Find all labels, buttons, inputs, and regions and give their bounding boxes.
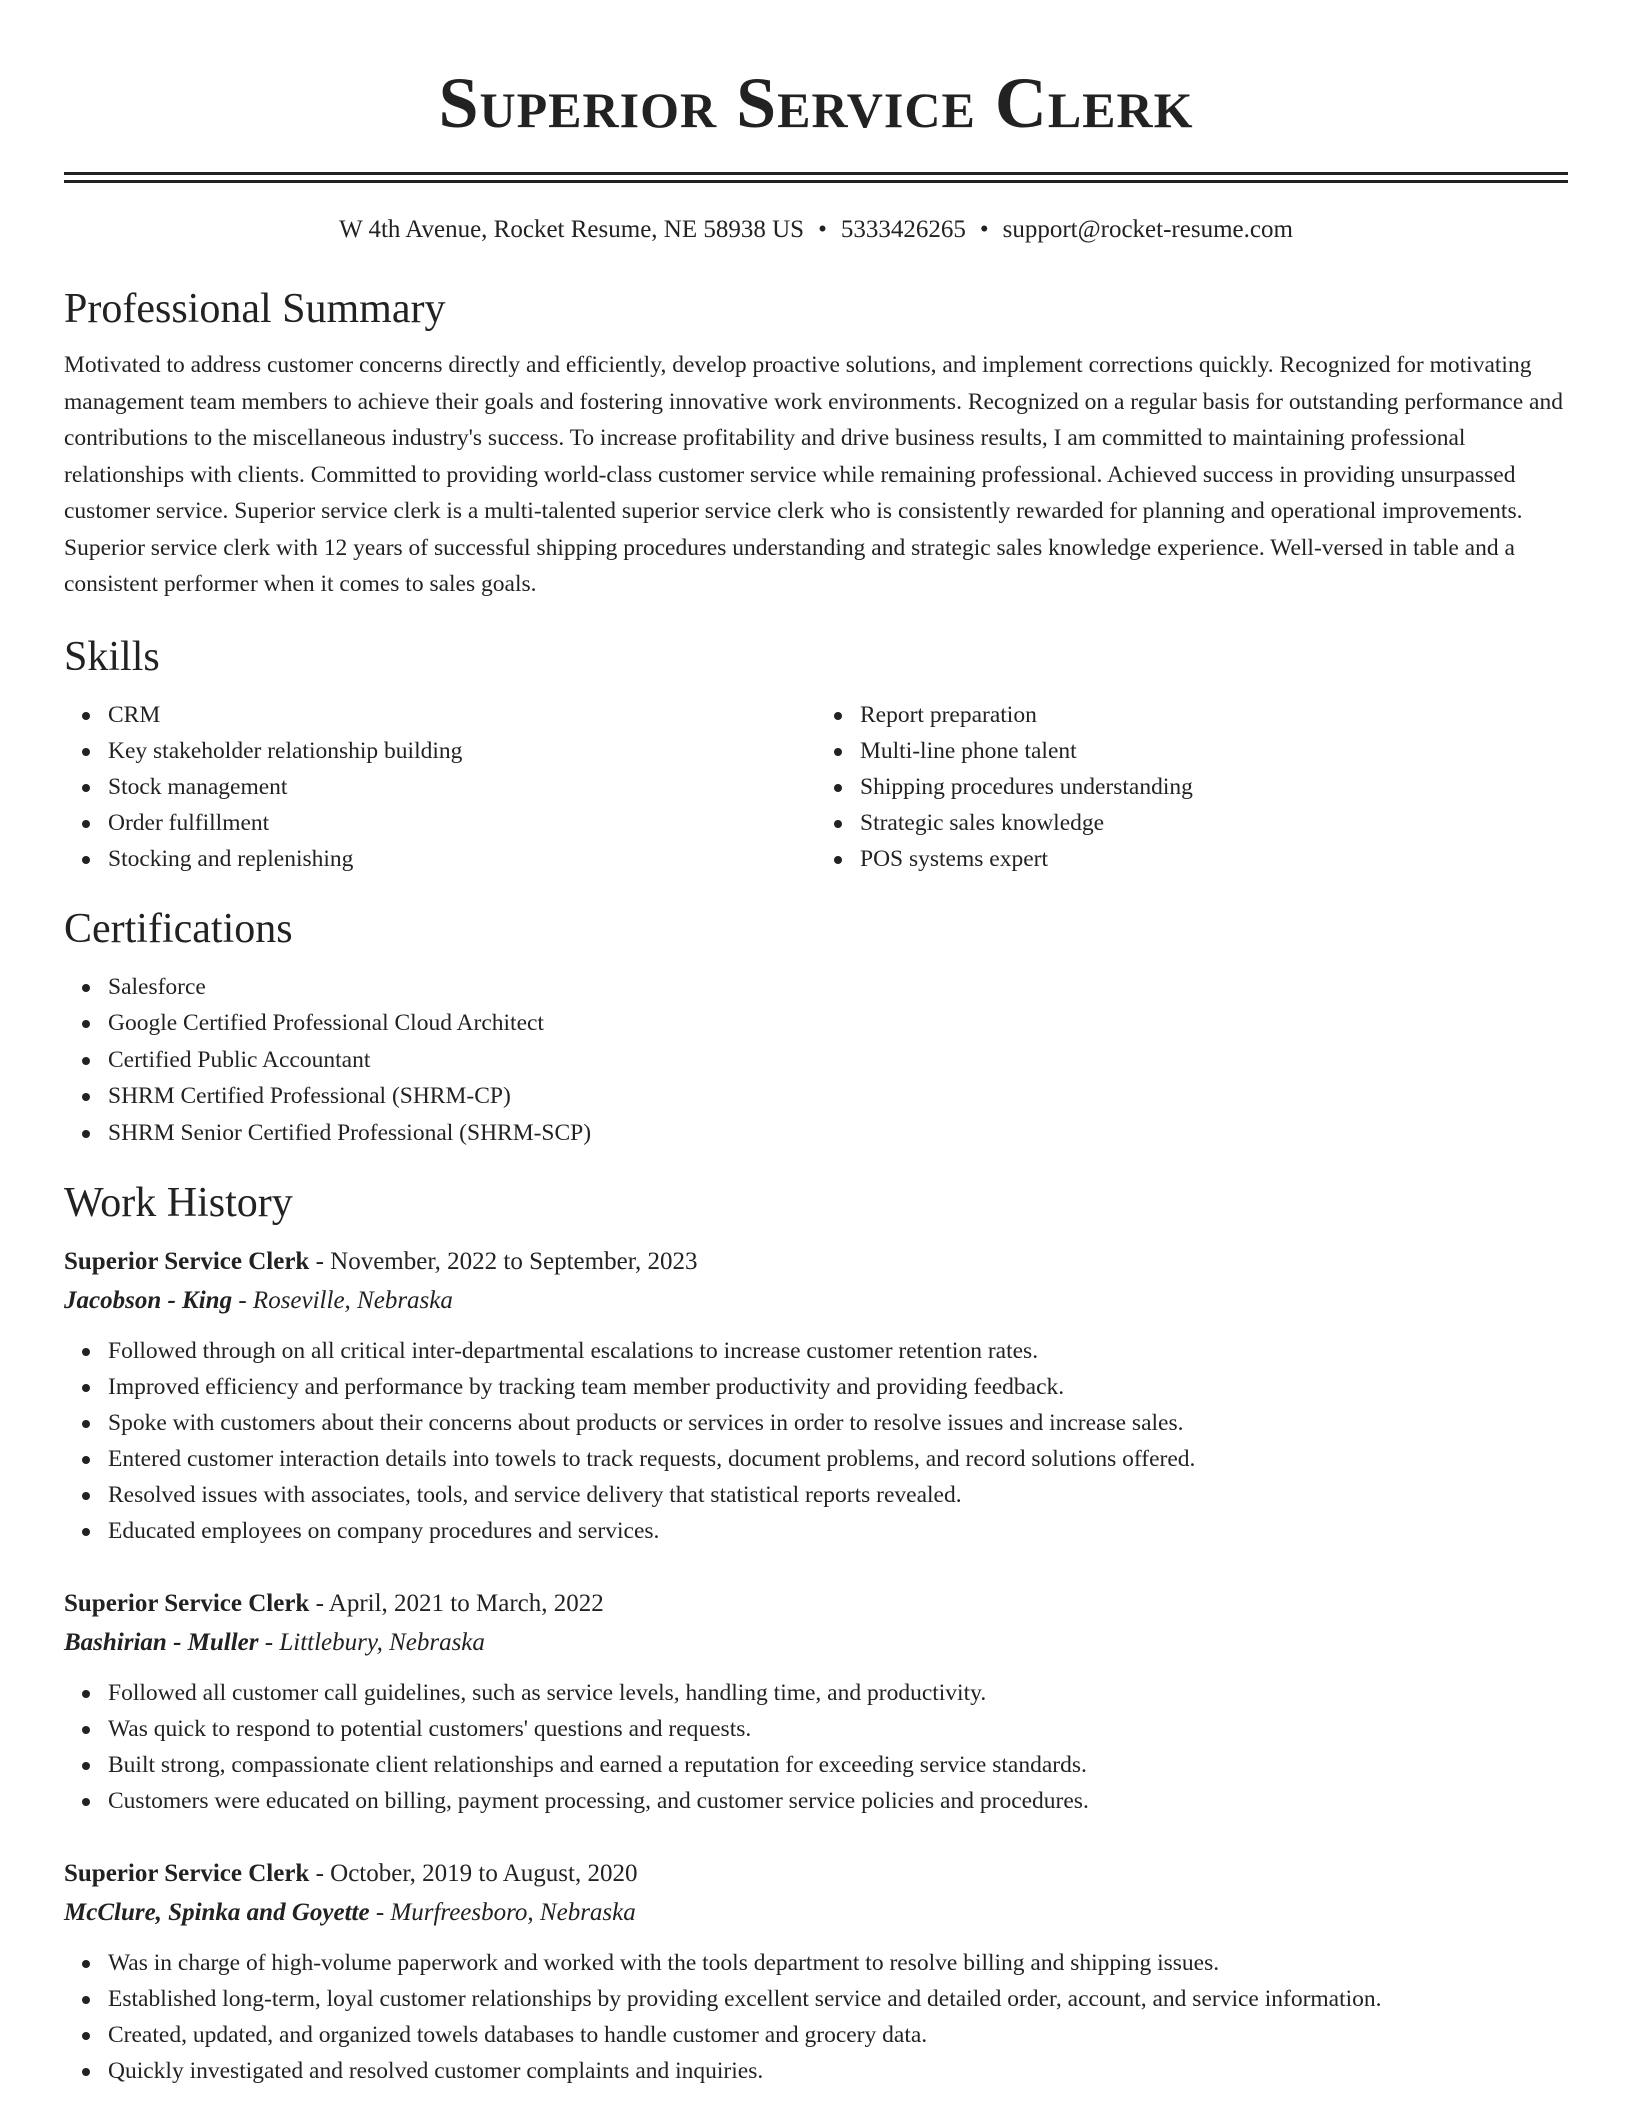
contact-address: W 4th Avenue, Rocket Resume, NE 58938 US <box>339 216 805 243</box>
job-title: Superior Service Clerk <box>64 1248 310 1275</box>
job-bullet: Built strong, compassionate client relationships and earned a reputation for exceeding service standards. <box>108 1747 1568 1783</box>
certification-item: SHRM Certified Professional (SHRM-CP) <box>108 1078 1568 1115</box>
skill-item: Shipping procedures understanding <box>860 769 1568 805</box>
job-company: McClure, Spinka and Goyette <box>64 1899 370 1926</box>
certification-item: SHRM Senior Certified Professional (SHRM-SCP) <box>108 1115 1568 1152</box>
certifications-list <box>64 969 1568 1152</box>
resume-name: Superior Service Clerk <box>438 63 1194 143</box>
job-bullet: Was in charge of high-volume paperwork and worked with the tools department to resolve billing and shipping issues. <box>108 1945 1568 1981</box>
job-bullet: Created, updated, and organized towels databases to handle customer and grocery data. <box>108 2017 1568 2053</box>
job-bullet: Entered customer interaction details into towels to track requests, document problems, and record solutions offered. <box>108 1441 1568 1477</box>
job-title: Superior Service Clerk <box>64 1860 310 1887</box>
job-bullet: Followed through on all critical inter-departmental escalations to increase customer retention rates. <box>108 1333 1568 1369</box>
skill-item: Multi-line phone talent <box>860 733 1568 769</box>
job-bullet: Was quick to respond to potential customers' questions and requests. <box>108 1711 1568 1747</box>
header-divider <box>64 172 1568 183</box>
skill-item: Stock management <box>108 769 816 805</box>
job-dates: - April, 2021 to March, 2022 <box>309 1590 604 1617</box>
skill-item: Order fulfillment <box>108 805 816 841</box>
job-bullets <box>64 1675 1568 1819</box>
skill-item: Key stakeholder relationship building <box>108 733 816 769</box>
summary-heading: Professional Summary <box>64 286 446 332</box>
job-dates: - October, 2019 to August, 2020 <box>309 1860 638 1887</box>
contact-email: support@rocket-resume.com <box>1002 216 1293 243</box>
job-bullet: Quickly investigated and resolved customer complaints and inquiries. <box>108 2053 1568 2089</box>
job-bullet: Resolved issues with associates, tools, and service delivery that statistical reports revealed. <box>108 1477 1568 1513</box>
job-location: - Roseville, Nebraska <box>232 1287 453 1314</box>
job-bullet: Educated employees on company procedures and services. <box>108 1513 1568 1549</box>
work-history-heading: Work History <box>64 1180 293 1226</box>
job-bullets <box>64 1333 1568 1549</box>
contact-phone: 5333426265 <box>840 216 966 243</box>
contact-line <box>64 213 1568 247</box>
job-bullet: Established long-term, loyal customer relationships by providing excellent service and detailed order, account, and service information. <box>108 1981 1568 2017</box>
certification-item: Salesforce <box>108 969 1568 1006</box>
job-location: - Littlebury, Nebraska <box>258 1629 485 1656</box>
certification-item: Google Certified Professional Cloud Architect <box>108 1005 1568 1042</box>
skills-right-column <box>816 697 1568 877</box>
job-company-line <box>64 1893 1568 1933</box>
job-company-line <box>64 1623 1568 1663</box>
resume-page <box>64 0 1568 2089</box>
job-bullet: Followed all customer call guidelines, such as service levels, handling time, and productivity. <box>108 1675 1568 1711</box>
skill-item: CRM <box>108 697 816 733</box>
job-dates: - November, 2022 to September, 2023 <box>309 1248 698 1275</box>
skill-item: Report preparation <box>860 697 1568 733</box>
job-bullets <box>64 1945 1568 2089</box>
job-title-line <box>64 1243 1568 1281</box>
certifications-heading: Certifications <box>64 905 293 952</box>
job-entry <box>64 1243 1568 1549</box>
job-entry <box>64 1855 1568 2089</box>
job-bullet: Spoke with customers about their concerns about products or services in order to resolve issues and increase sales. <box>108 1405 1568 1441</box>
certification-item: Certified Public Accountant <box>108 1042 1568 1079</box>
skill-item: POS systems expert <box>860 841 1568 877</box>
job-location: - Murfreesboro, Nebraska <box>369 1899 636 1926</box>
skill-item: Strategic sales knowledge <box>860 805 1568 841</box>
job-title: Superior Service Clerk <box>64 1590 310 1617</box>
job-title-line <box>64 1585 1568 1623</box>
skill-item: Stocking and replenishing <box>108 841 816 877</box>
job-company: Bashirian - Muller <box>64 1629 259 1656</box>
job-company: Jacobson - King <box>64 1287 233 1314</box>
contact-separator: • <box>979 216 989 243</box>
job-bullet: Customers were educated on billing, payment processing, and customer service policies and procedures. <box>108 1783 1568 1819</box>
contact-separator: • <box>818 216 827 243</box>
summary-text: Motivated to address customer concerns directly and efficiently, develop proactive solutions, and implement corrections quickly. Recognized for motivating management team members to achieve their goals and fostering innovative work environments. Recognized on a regular basis for outstanding performance and contributions to the miscellaneous industry's success. To increase profitability and drive business results, I am committed to maintaining professional relationships with clients. Committed to providing world-class customer service while remaining professional. Achieved success in providing unsurpassed customer service. Superior service clerk is a multi-talented superior service clerk who is consistently rewarded for planning and operational improvements. Superior service clerk with 12 years of successful shipping procedures understanding and strategic sales knowledge experience. Well-versed in table and a consistent performer when it comes to sales goals. <box>64 352 1563 597</box>
skills-heading: Skills <box>64 633 160 680</box>
job-bullet: Improved efficiency and performance by tracking team member productivity and providing feedback. <box>108 1369 1568 1405</box>
job-entry <box>64 1585 1568 1819</box>
job-title-line <box>64 1855 1568 1893</box>
skills-list <box>64 697 1568 877</box>
skills-left-column <box>64 697 816 877</box>
job-company-line <box>64 1281 1568 1321</box>
